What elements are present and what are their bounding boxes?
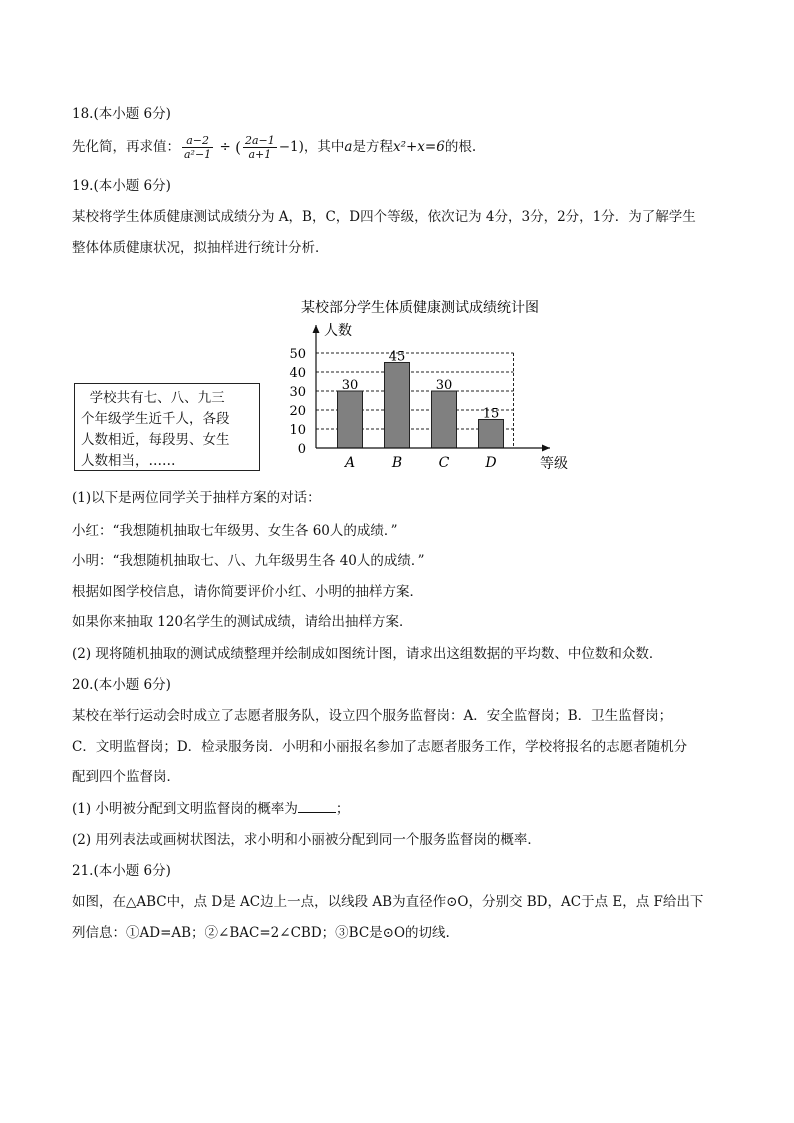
q18-suffix-c: 的根. [444, 139, 477, 155]
x-axis-arrow [542, 445, 550, 452]
y-tick-label: 10 [289, 423, 306, 438]
q20-header: 20.(本小题 6分) [72, 677, 171, 693]
value-label: 30 [341, 378, 359, 393]
q19-own-plan: 如果你来抽取 120名学生的测试成绩，请给出抽样方案． [72, 614, 413, 630]
q19-xiaoming: 小明：“我想随机抽取七、八、九年级男生各 40人的成绩．” [72, 553, 425, 569]
school-info-note-box: 学校共有七、八、九三 个年级学生近千人，各段 人数相近，每段男、女生 人数相当，…… [74, 383, 260, 471]
q19-evaluate: 根据如图学校信息，请你简要评价小红、小明的抽样方案． [72, 584, 423, 600]
q21-line1: 如图，在△ABC中，点 D是 AC边上一点，以线段 AB为直径作⊙O，分别交 BD，AC于点 E，点 F给出下 [72, 894, 704, 910]
q18-open-paren: ( [235, 138, 241, 157]
q18-body [72, 130, 476, 165]
q18-suffix-b: 是方程 [352, 139, 393, 155]
value-label: 15 [482, 406, 500, 422]
q18-var-a: a [344, 139, 353, 155]
q21-line2: 列信息：①AD=AB；②∠BAC=2∠CBD；③BC是⊙O的切线. [72, 925, 450, 941]
value-label: 30 [435, 378, 453, 393]
chart-y-axis-label: 人数 [324, 323, 352, 339]
chart-title: 某校部分学生体质健康测试成绩统计图 [301, 300, 539, 316]
chart-bars [338, 363, 504, 449]
q18-minus-one: −1) [278, 139, 304, 155]
bar-chart [250, 290, 590, 480]
chart-value-labels [342, 350, 500, 422]
y-tick-label: 30 [289, 385, 306, 400]
q19-intro-line1: 某校将学生体质健康测试成绩分为 A，B，C，D四个等级，依次记为 4分，3分，2分，1分．为了解学生 [72, 209, 696, 225]
bar-B [385, 363, 410, 449]
q18-header: 18.(本小题 6分) [72, 106, 171, 122]
y-axis-arrow [313, 325, 320, 333]
chart-y-ticks [289, 347, 306, 457]
x-tick-label: B [391, 455, 403, 471]
x-tick-label: A [344, 455, 356, 471]
bar-D [479, 420, 504, 449]
bar-C [432, 391, 457, 448]
q19-header: 19.(本小题 6分) [72, 178, 171, 194]
chart-x-ticks [343, 455, 497, 471]
q19-part1-intro: (1)以下是两位同学关于抽样方案的对话： [72, 490, 321, 506]
q18-fraction-1: $\frac{a-2}{\text{a²−1}}$ [184, 134, 212, 161]
y-tick-label: 50 [289, 347, 306, 362]
value-label: 45 [388, 349, 406, 365]
q18-suffix-a: ，其中 [303, 139, 345, 155]
x-tick-label: C [438, 455, 450, 471]
q20-line3: 配到四个监督岗． [72, 769, 180, 785]
q20-part2: (2) 用列表法或画树状图法，求小明和小丽被分配到同一个服务监督岗的概率． [72, 832, 541, 848]
y-tick-label: 40 [289, 366, 306, 381]
y-tick-label: 20 [289, 404, 306, 419]
chart-x-axis-label: 等级 [540, 456, 568, 472]
q20-part1-text: (1) 小明被分配到文明监督岗的概率为 [72, 801, 298, 817]
q20-line1: 某校在举行运动会时成立了志愿者服务队，设立四个服务监督岗：A．安全监督岗；B．卫生监督岗； [72, 708, 673, 724]
q19-part2: (2) 现将随机抽取的测试成绩整理并绘制成如图统计图，请求出这组数据的平均数、中位数和众数． [72, 646, 663, 662]
q18-divide-sign: ÷ [219, 139, 231, 155]
y-tick-label: 0 [297, 442, 306, 457]
q20-part1 [72, 799, 349, 819]
q18-equation: x²+x=6 [392, 139, 445, 155]
x-tick-label: D [485, 455, 497, 471]
q20-part1-end: ； [335, 801, 350, 817]
q21-header: 21.(本小题 6分) [72, 863, 171, 879]
bar-A [338, 391, 363, 448]
q18-fraction-2: $\frac{2a-1}{a+1}$ [244, 134, 275, 161]
q19-intro-line2: 整体体质健康状况，拟抽样进行统计分析． [72, 240, 329, 256]
q20-line2: C．文明监督岗；D．检录服务岗．小明和小丽报名参加了志愿者服务工作，学校将报名的志愿者随机分 [72, 739, 688, 755]
q18-prefix: 先化简，再求值： [72, 139, 180, 155]
q19-xiaohong: 小红：“我想随机抽取七年级男、女生各 60人的成绩．” [72, 523, 398, 539]
answer-blank[interactable] [298, 800, 336, 813]
